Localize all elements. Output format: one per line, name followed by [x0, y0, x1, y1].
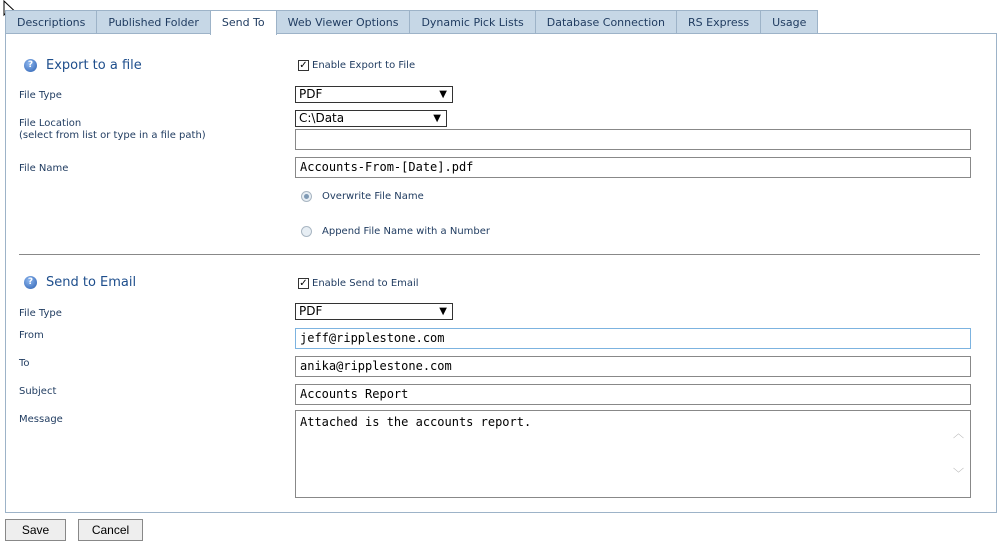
subject-input[interactable]: Accounts Report: [295, 384, 971, 405]
scroll-down-icon[interactable]: ﹀: [953, 467, 964, 480]
file-location-path-input[interactable]: [295, 129, 971, 150]
checkbox-checked-icon[interactable]: ✓: [299, 278, 308, 289]
scroll-up-icon[interactable]: ︿: [953, 427, 964, 440]
from-label: From: [19, 330, 44, 341]
tab-bar: [5, 10, 817, 34]
file-location-label: File Location: [19, 118, 82, 129]
overwrite-label: Overwrite File Name: [322, 191, 424, 202]
save-button[interactable]: Save: [5, 519, 66, 541]
tab-send-to[interactable]: Send To: [210, 10, 277, 35]
file-location-hint: (select from list or type in a file path): [19, 130, 206, 141]
tab-web-viewer-options[interactable]: Web Viewer Options: [276, 10, 411, 34]
radio-unselected-icon[interactable]: [301, 226, 312, 237]
chevron-down-icon: ▼: [433, 113, 441, 124]
to-input[interactable]: anika@ripplestone.com: [295, 356, 971, 377]
radio-selected-icon[interactable]: [301, 191, 312, 202]
section-divider: [19, 254, 980, 255]
tab-dynamic-pick-lists[interactable]: Dynamic Pick Lists: [409, 10, 535, 34]
enable-export-checkbox[interactable]: [298, 60, 415, 71]
export-title-text: Export to a file: [46, 58, 142, 73]
file-location-select[interactable]: [295, 110, 447, 127]
help-icon[interactable]: ?: [24, 276, 37, 289]
enable-export-label: Enable Export to File: [312, 60, 416, 71]
from-input[interactable]: jeff@ripplestone.com: [295, 328, 971, 349]
message-text: Attached is the accounts report.: [300, 415, 532, 429]
to-label: To: [19, 358, 30, 369]
export-file-type-select[interactable]: [295, 86, 453, 103]
file-name-input[interactable]: Accounts-From-[Date].pdf: [295, 157, 971, 178]
overwrite-radio[interactable]: [301, 191, 424, 202]
tab-usage[interactable]: Usage: [760, 10, 818, 34]
message-textarea[interactable]: [295, 410, 971, 498]
message-label: Message: [19, 414, 63, 425]
export-file-type-value: PDF: [299, 87, 323, 101]
tab-published-folder[interactable]: Published Folder: [96, 10, 210, 34]
chevron-down-icon: ▼: [439, 89, 447, 100]
checkbox-checked-icon[interactable]: ✓: [299, 60, 308, 71]
tab-rs-express[interactable]: RS Express: [676, 10, 761, 34]
export-file-type-label: File Type: [19, 90, 62, 101]
tab-database-connection[interactable]: Database Connection: [535, 10, 677, 34]
enable-email-label: Enable Send to Email: [312, 278, 419, 289]
chevron-down-icon: ▼: [439, 306, 447, 317]
append-label: Append File Name with a Number: [322, 226, 491, 237]
help-icon[interactable]: ?: [24, 59, 37, 72]
append-radio[interactable]: [301, 226, 490, 237]
email-file-type-value: PDF: [299, 304, 323, 318]
email-section-title: [24, 275, 136, 290]
file-location-value: C:\Data: [299, 111, 345, 125]
cancel-button[interactable]: Cancel: [78, 519, 143, 541]
file-name-label: File Name: [19, 163, 69, 174]
tab-descriptions[interactable]: Descriptions: [5, 10, 97, 34]
enable-email-checkbox[interactable]: [298, 278, 419, 289]
subject-label: Subject: [19, 386, 57, 397]
email-title-text: Send to Email: [46, 275, 137, 290]
email-file-type-label: File Type: [19, 308, 62, 319]
email-file-type-select[interactable]: [295, 303, 453, 320]
export-section-title: [24, 58, 142, 73]
